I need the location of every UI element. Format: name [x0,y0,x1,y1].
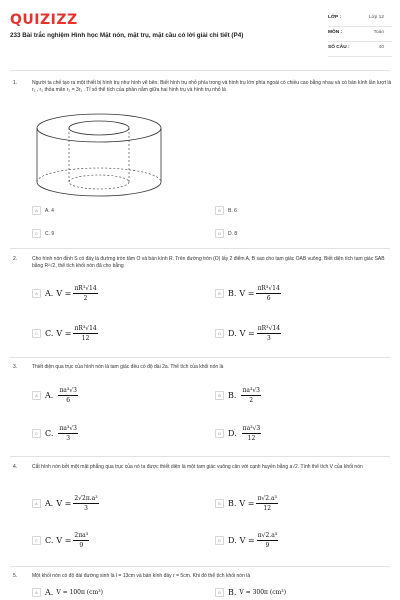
answer-option-a[interactable] [32,495,99,512]
option-letter-box: B [215,289,224,298]
option-letter-box: D [215,229,224,238]
option-letter-box: D [215,536,224,545]
fraction-numerator: π√2.a³ [257,495,277,502]
page-title: 233 Bài trắc nghiệm Hình học Mặt nón, mặt trụ, mặt cầu có lời giải chi tiết (P4) [10,32,244,39]
option-fraction [73,532,89,549]
answer-option-d[interactable] [215,229,237,238]
fraction-denominator: 9 [265,542,270,549]
fraction-denominator: 3 [84,505,88,512]
question-divider [10,456,390,457]
option-label: B. 6 [228,207,237,214]
answer-option-a[interactable] [32,206,54,215]
option-prefix: V = [239,329,255,338]
option-letter-box: B [215,391,224,400]
option-prefix: V = [239,536,255,545]
fraction-numerator: πa³√3 [59,387,77,394]
answer-option-d[interactable] [215,532,278,549]
option-label: B. [228,289,237,298]
question-number: 2. [13,256,18,262]
option-prefix: V = 100π (cm³) [56,589,103,596]
option-prefix: V = 300π (cm³) [239,589,287,596]
page-header [0,0,400,62]
option-label: D. [228,536,237,545]
fraction-numerator: π√2.a³ [257,532,278,539]
fraction-numerator: πa³√3 [59,425,77,432]
question-number: 4. [13,464,18,470]
cylinder-figure [32,110,166,202]
meta-row-count [328,42,392,57]
option-letter-box: D [215,429,224,438]
question-text: Cho hình nón đỉnh S có đáy là đường tròn tâm O và bán kính R. Trên đường tròn (O) lấy 2 điểm A, B sao cho tam giác OAB vuông. Biết diện tích tam giác SAB bằng R²√2, thể tích khối nón đã cho bằng [32,256,385,269]
meta-key: LỚP : [328,15,342,20]
meta-row-class [328,12,392,27]
question-text: Cắt hình nón bởi một mặt phẳng qua trục của nó ta được thiết diện là một tam giác vuông cân với cạnh huyền bằng a√2. Tính thể tích V của khối nón [32,464,363,470]
meta-value: Lớp 12 [368,15,384,20]
option-fraction [58,387,78,404]
option-fraction [73,285,97,302]
answer-option-c[interactable] [32,325,98,342]
option-prefix: V = [56,499,72,508]
answer-option-d[interactable] [215,425,261,442]
meta-row-subject [328,27,392,42]
question-divider [10,566,390,567]
option-prefix: V = [239,499,255,508]
option-letter-box: C [32,429,41,438]
option-fraction [242,425,262,442]
answer-option-b[interactable] [215,285,281,302]
option-fraction [256,495,277,512]
option-letter-box: A [32,206,41,215]
fraction-numerator: 2πa³ [74,532,89,539]
option-label: C. [45,536,54,545]
answer-option-a[interactable] [32,285,98,302]
option-label: D. [228,329,237,338]
option-label: A. 4 [45,207,54,214]
answer-option-b[interactable] [215,588,286,597]
option-prefix: V = [56,536,72,545]
option-prefix: V = [56,329,72,338]
fraction-denominator: 12 [263,505,272,512]
option-letter-box: A [32,588,41,597]
fraction-numerator: πa³√3 [242,425,261,432]
quizizz-logo: QUIZIZZ [10,12,78,28]
option-label: A. [45,391,54,400]
option-fraction [241,387,261,404]
answer-option-b[interactable] [215,495,278,512]
fraction-denominator: 2 [249,397,254,404]
fraction-numerator: πR³√14 [257,285,280,292]
fraction-denominator: 12 [81,335,90,342]
option-prefix: V = [239,289,255,298]
option-letter-box: B [215,588,224,597]
meta-value: 40 [378,45,384,50]
question-divider [10,357,390,358]
option-letter-box: D [215,329,224,338]
option-label: A. [45,289,54,298]
option-letter-box: C [32,329,41,338]
option-letter-box: A [32,391,41,400]
option-label: A. [45,588,54,597]
option-letter-box: B [215,499,224,508]
question-divider [10,248,390,249]
fraction-denominator: 9 [79,542,84,549]
fraction-denominator: 3 [66,435,71,442]
fraction-denominator: 6 [66,397,71,404]
answer-option-a[interactable] [32,387,78,404]
question-number: 3. [13,364,18,370]
option-prefix: V = [56,289,72,298]
answer-option-c[interactable] [32,532,89,549]
option-fraction [256,285,280,302]
option-label: C. [45,329,54,338]
fraction-denominator: 12 [247,435,256,442]
header-divider [10,70,390,71]
answer-option-d[interactable] [215,325,281,342]
option-label: D. 8 [228,230,238,237]
meta-value: Toán [373,30,384,35]
option-letter-box: C [32,536,41,545]
option-letter-box: A [32,289,41,298]
answer-option-b[interactable] [215,387,261,404]
meta-table [328,12,392,57]
fraction-numerator: πR³√14 [257,325,281,332]
option-letter-box: C [32,229,41,238]
option-label: C. [45,429,54,438]
fraction-denominator: 3 [266,335,271,342]
fraction-denominator: 2 [83,295,88,302]
question-text: Một khối nón có độ dài đường sinh là l = 13cm và bán kính đáy r = 5cm. Khi đó thể tích khối nón là [32,573,251,579]
option-fraction [58,425,78,442]
question-number: 5. [13,573,18,579]
fraction-numerator: πa³√3 [242,387,260,394]
option-label: B. [228,499,237,508]
option-letter-box: B [215,206,224,215]
option-fraction [257,325,281,342]
fraction-numerator: πR³√14 [74,325,97,332]
option-label: D. [228,429,237,438]
option-label: A. [45,499,54,508]
answer-option-b[interactable] [215,206,237,215]
question-text: Người ta chế tạo ra một thiết bị hình trụ như hình vẽ bên. Biết hình trụ nhỏ phía trong và hình trụ lớn phía ngoài có chiều cao bằng nhau và có bán kính lần lượt là r₁ , r₂ thỏa mãn r₂ = 3r₁ . Tỉ số thể tích của phần nằm giữa hai hình trụ và hình trụ nhỏ là [32,80,392,93]
fraction-numerator: πR³√14 [74,285,97,292]
meta-key: MÔN : [328,30,343,35]
option-letter-box: A [32,499,41,508]
question-number: 1. [13,80,18,86]
fraction-denominator: 6 [266,295,271,302]
option-fraction [257,532,278,549]
answer-option-c[interactable] [32,229,54,238]
option-fraction [73,495,98,512]
question-text: Thiết diện qua trục của hình nón là tam giác đều có độ dài 2a. Thể tích của khối nón là [32,364,224,370]
meta-key: SỐ CÂU : [328,45,350,50]
option-fraction [73,325,97,342]
option-label: B. [228,391,237,400]
option-label: C. 9 [45,230,55,237]
answer-option-a[interactable] [32,588,103,597]
option-label: B. [228,588,237,597]
fraction-numerator: 2√2π.a³ [74,495,98,502]
answer-option-c[interactable] [32,425,78,442]
